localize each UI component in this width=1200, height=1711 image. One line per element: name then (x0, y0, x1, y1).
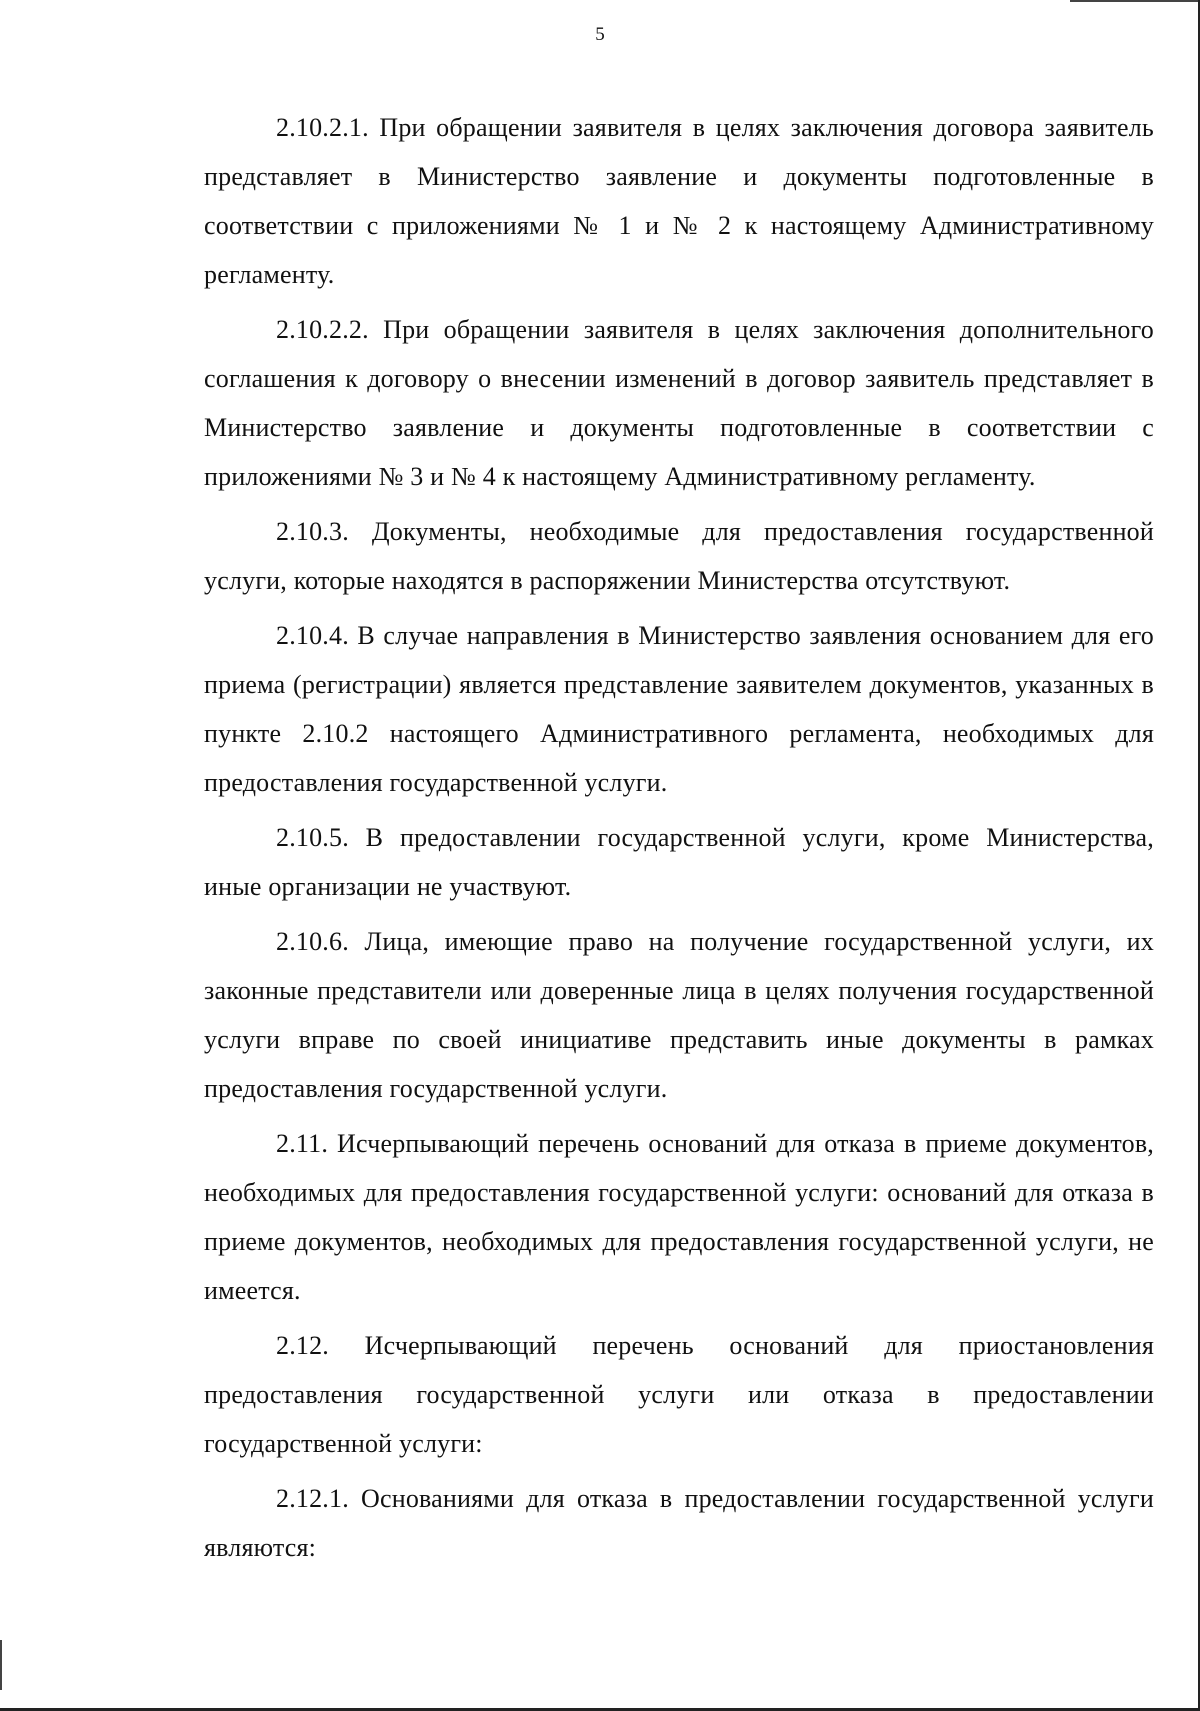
paragraph-2-10-3: 2.10.3. Документы, необходимые для предоставления государственной услуги, которые находятся в распоряжении Министерства отсутствуют. (204, 517, 1154, 595)
scan-border-top (1070, 0, 1200, 2)
paragraph-2-10-2-1: 2.10.2.1. При обращении заявителя в целях заключения договора заявитель представляет в Министерство заявление и документы подготовленные в соответствии с приложениями № 1 и № 2 к настоящему Административному регламенту. (204, 113, 1154, 289)
paragraph-2-10-2-2: 2.10.2.2. При обращении заявителя в целях заключения дополнительного соглашения к договору о внесении изменений в договор заявитель представляет в Министерство заявление и документы подготовленные в соответствии с приложениями № 3 и № 4 к настоящему Административному регламенту. (204, 315, 1154, 491)
paragraph-2-10-5: 2.10.5. В предоставлении государственной услуги, кроме Министерства, иные организации не участвуют. (204, 823, 1154, 901)
paragraph-2-11: 2.11. Исчерпывающий перечень оснований для отказа в приеме документов, необходимых для предоставления государственной услуги: оснований для отказа в приеме документов, необходимых для предоставления государственной услуги, не имеется. (204, 1129, 1154, 1305)
paragraph-2-10-4: 2.10.4. В случае направления в Министерство заявления основанием для его приема (регистрации) является представление заявителем документов, указанных в пункте 2.10.2 настоящего Административного регламента, необходимых для предоставления государственной услуги. (204, 621, 1154, 797)
scan-border-left (0, 1640, 2, 1690)
paragraph-2-12-1: 2.12.1. Основаниями для отказа в предоставлении государственной услуги являются: (204, 1484, 1154, 1562)
page-number: 5 (595, 24, 605, 45)
paragraph-2-10-6: 2.10.6. Лица, имеющие право на получение государственной услуги, их законные представители или доверенные лица в целях получения государственной услуги вправе по своей инициативе представить иные документы в рамках предоставления государственной услуги. (204, 927, 1154, 1103)
document-body (204, 103, 1154, 1578)
paragraph-2-12: 2.12. Исчерпывающий перечень оснований для приостановления предоставления государственной услуги или отказа в предоставлении государственной услуги: (204, 1331, 1154, 1458)
